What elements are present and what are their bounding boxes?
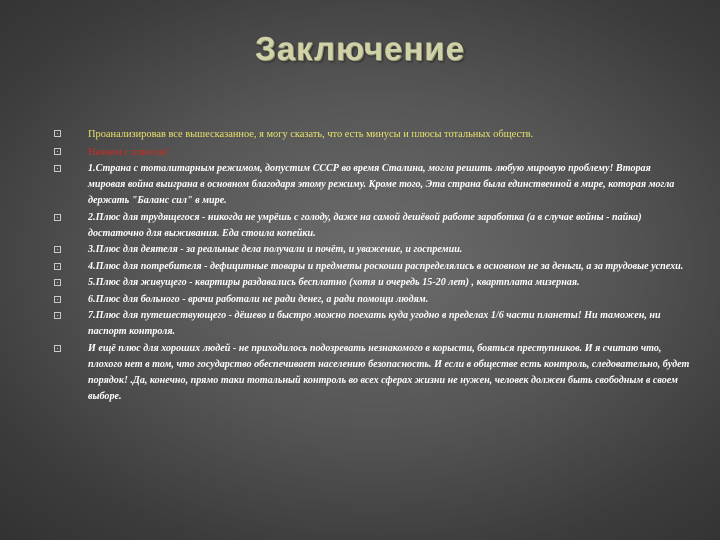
bullet-item <box>50 275 690 291</box>
bullet-item <box>50 308 690 340</box>
slide-title: Заключение <box>255 30 465 67</box>
bullet-text: 7.Плюс для путешествующего - дёшево и быстро можно поехать куда угодно в пределах 1/6 части планеты! Ни таможен, ни паспорт контроля. <box>88 310 661 337</box>
square-dot-icon <box>54 165 61 172</box>
bullet-list <box>50 126 690 405</box>
bullet-item <box>50 161 690 209</box>
bullet-text: 1.Страна с тоталитарным режимом, допустим СССР во время Сталина, могла решить любую мировую проблему! Вторая мировая война выиграна в основном благодаря этому режиму. Кроме того, Эта страна была единственной в мире, которая могла держать "Баланс сил" в мире. <box>88 163 675 206</box>
square-dot-icon <box>54 296 61 303</box>
bullet-item <box>50 126 690 143</box>
square-dot-icon <box>54 345 61 352</box>
bullet-item <box>50 259 690 275</box>
bullet-text: Проанализировав все вышесказанное, я могу сказать, что есть минусы и плюсы тотальных обществ. <box>88 129 534 140</box>
square-dot-icon <box>54 148 61 155</box>
bullet-text: И ещё плюс для хороших людей - не приходилось подозревать незнакомого в корысти, бояться преступников. И я считаю что, плохого нет в том, что государство обеспечивает населению безопасность. И если в обществе есть контроль, следовательно, будет порядок! .Да, конечно, прямо таки тотальный контроль во всех сферах жизни не нужен, человек должен быть свободным в своем выборе. <box>88 342 690 402</box>
bullet-item <box>50 242 690 258</box>
bullet-item <box>50 292 690 308</box>
bullet-text: 3.Плюс для деятеля - за реальные дела получали и почёт, и уважение, и госпремии. <box>88 244 463 255</box>
bullet-text: 5.Плюс для живущего - квартиры раздавались бесплатно (хотя и очередь 15-20 лет) , квартплата мизерная. <box>88 277 580 288</box>
square-dot-icon <box>54 279 61 286</box>
square-dot-icon <box>54 214 61 221</box>
bullet-text: 6.Плюс для больного - врачи работали не ради денег, а ради помощи людям. <box>88 293 429 305</box>
bullet-item <box>50 144 690 161</box>
bullet-item <box>50 210 690 242</box>
bullet-item <box>50 341 690 405</box>
square-dot-icon <box>54 246 61 253</box>
bullet-text: 4.Плюс для потребителя - дефицитные товары и предметы роскоши распределялись в основном не за деньги, а за трудовые успехи. <box>88 260 684 272</box>
bullet-text: 2.Плюс для трудящегося - никогда не умрёшь с голоду, даже на самой дешёвой работе заработка (а в случае войны - пайка) достаточно для выживания. Еда стоила копейки. <box>88 211 642 239</box>
square-dot-icon <box>54 263 61 270</box>
square-dot-icon <box>54 312 61 319</box>
square-dot-icon <box>54 130 61 137</box>
bullet-text: Начнем с плюсов! <box>88 146 169 158</box>
